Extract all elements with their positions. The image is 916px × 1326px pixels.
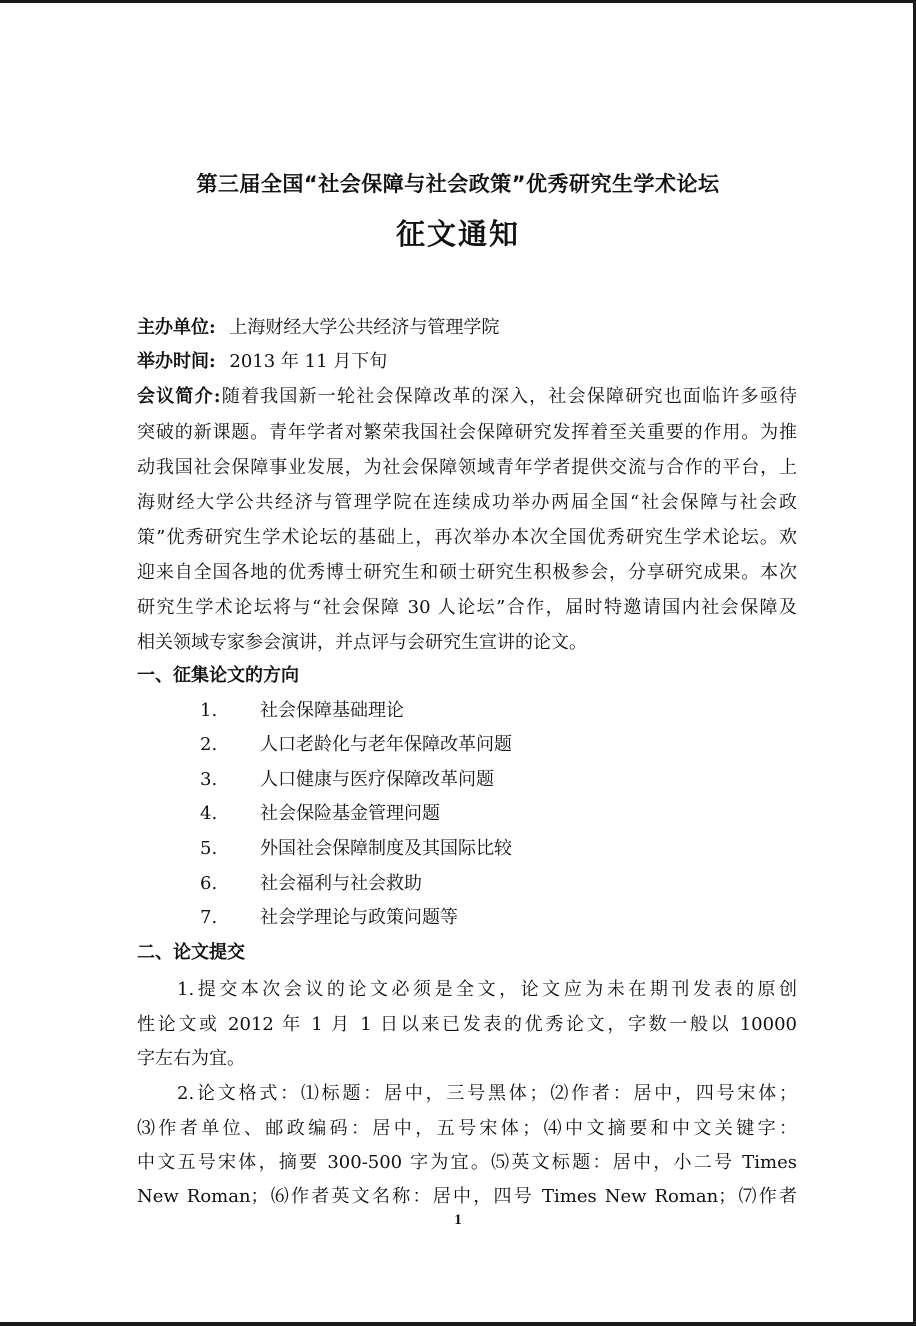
topic-number: 3. xyxy=(200,769,218,790)
intro-text-1: 随着我国新一轮社会保障改革的深入，社会保障研究也面临许多亟待 xyxy=(220,386,797,407)
submission-p2-line-2: ⑶作者单位、邮政编码：居中，五号宋体；⑷中文摘要和中文关键字： xyxy=(137,1118,797,1139)
document-subtitle: 征文通知 xyxy=(395,217,520,251)
topic-item: 社会学理论与政策问题等 xyxy=(260,907,458,928)
organizer-value: 上海财经大学公共经济与管理学院 xyxy=(229,317,500,338)
topic-item: 人口老龄化与老年保障改革问题 xyxy=(260,734,512,755)
section-2-heading: 二、论文提交 xyxy=(137,942,245,963)
topic-item: 社会保障基础理论 xyxy=(260,700,404,721)
organizer-line xyxy=(137,316,499,340)
time-label: 举办时间: xyxy=(137,351,216,372)
scan-border-bottom xyxy=(0,1322,916,1326)
section-1-heading: 一、征集论文的方向 xyxy=(137,665,299,686)
topic-item: 人口健康与医疗保障改革问题 xyxy=(260,769,494,790)
page-number: 1 xyxy=(454,1212,462,1228)
topic-number: 2. xyxy=(200,734,218,755)
topic-number: 7. xyxy=(200,907,218,928)
intro-line-2: 突破的新课题。青年学者对繁荣我国社会保障研究发挥着至关重要的作用。为推 xyxy=(137,422,797,443)
document-title: 第三届全国“社会保障与社会政策”优秀研究生学术论坛 xyxy=(196,172,720,196)
intro-line-8: 相关领域专家参会演讲，并点评与会研究生宣讲的论文。 xyxy=(137,632,587,653)
topic-item: 社会保险基金管理问题 xyxy=(260,803,440,824)
submission-p1-line-2: 性论文或 2012 年 1 月 1 日以来已发表的优秀论文，字数一般以 10000 xyxy=(137,1014,797,1035)
topic-number: 4. xyxy=(200,803,218,824)
submission-p2-line-3: 中文五号宋体，摘要 300-500 字为宜。⑸英文标题：居中，小二号 Times xyxy=(137,1152,797,1173)
intro-line-5: 策”优秀研究生学术论坛的基础上，再次举办本次全国优秀研究生学术论坛。欢 xyxy=(137,527,797,548)
scan-border-top xyxy=(0,0,916,3)
submission-p1-line-1: 1.提交本次会议的论文必须是全文，论文应为未在期刊发表的原创 xyxy=(177,979,797,1000)
organizer-label: 主办单位: xyxy=(137,317,216,338)
submission-p2-line-1: 2.论文格式：⑴标题：居中，三号黑体；⑵作者：居中，四号宋体； xyxy=(177,1083,797,1104)
intro-label: 会议简介: xyxy=(137,386,221,407)
intro-line-4: 海财经大学公共经济与管理学院在连续成功举办两届全国“社会保障与社会政 xyxy=(137,492,797,513)
topic-number: 5. xyxy=(200,838,218,859)
intro-line-3: 动我国社会保障事业发展，为社会保障领域青年学者提供交流与合作的平台，上 xyxy=(137,457,797,478)
topic-number: 1. xyxy=(200,700,218,721)
topic-item: 社会福利与社会救助 xyxy=(260,873,422,894)
intro-line-1 xyxy=(137,385,797,409)
intro-line-6: 迎来自全国各地的优秀博士研究生和硕士研究生积极参会，分享研究成果。本次 xyxy=(137,562,797,583)
topic-item: 外国社会保障制度及其国际比较 xyxy=(260,838,512,859)
time-line xyxy=(137,350,387,374)
submission-p1-line-3: 字左右为宜。 xyxy=(137,1048,245,1069)
submission-p2-line-4: New Roman；⑹作者英文名称：居中，四号 Times New Roman；⑺作者 xyxy=(137,1186,797,1207)
topic-number: 6. xyxy=(200,873,218,894)
time-value: 2013 年 11 月下旬 xyxy=(229,351,388,372)
intro-line-7: 研究生学术论坛将与“社会保障 30 人论坛”合作，届时特邀请国内社会保障及 xyxy=(137,597,797,618)
